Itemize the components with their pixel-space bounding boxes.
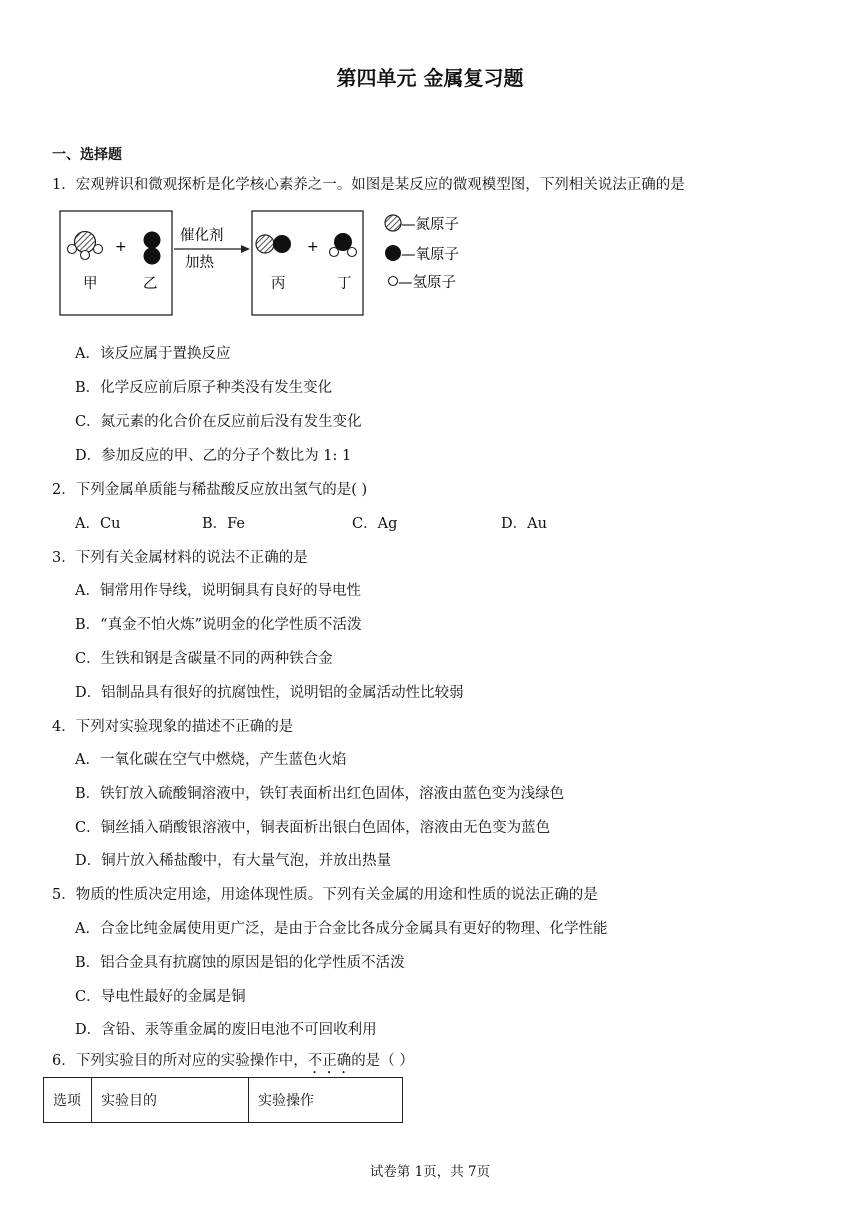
q1-option-a: A．该反应属于置换反应 [75,346,231,362]
plus-sign-2: + [307,239,319,255]
legend-hydrogen: —氢原子 [398,275,456,291]
question-5-stem: 5．物质的性质决定用途，用途体现性质。下列有关金属的用途和性质的说法正确的是 [52,887,598,903]
q1-option-b: B．化学反应前后原子种类没有发生变化 [75,380,333,396]
products-box [252,211,363,315]
legend-nitrogen: —氮原子 [401,217,459,233]
label-jia: 甲 [83,276,98,292]
nitrogen-legend-icon [385,215,401,231]
heat-label: 加热 [185,255,214,271]
table-header-option: 选项 [44,1078,92,1123]
catalyst-label: 催化剂 [180,228,224,244]
q5-option-d: D．含铅、汞等重金属的废旧电池不可回收利用 [75,1022,377,1038]
q4-option-b: B．铁钉放入硫酸铜溶液中，铁钉表面析出红色固体，溶液由蓝色变为浅绿色 [75,786,565,802]
q4-option-c: C．铜丝插入硝酸银溶液中，铜表面析出银白色固体，溶液由无色变为蓝色 [75,820,551,836]
q5-option-a: A．合金比纯金属使用更广泛，是由于合金比各成分金属具有更好的物理、化学性能 [75,921,608,937]
label-bing: 丙 [271,276,286,292]
reaction-diagram [55,207,475,319]
legend [385,215,459,291]
ammonia-molecule [68,232,103,260]
q2-option-c: C．Ag [352,516,398,532]
q2-option-b: B．Fe [202,516,246,532]
q1-option-c: C．氮元素的化合价在反应前后没有发生变化 [75,414,362,430]
q5-option-b: B．铝合金具有抗腐蚀的原因是铝的化学性质不活泼 [75,955,405,971]
q2-option-d: D．Au [501,516,547,532]
question-2-stem: 2．下列金属单质能与稀盐酸反应放出氢气的是( ) [52,482,368,498]
table-header-row [44,1078,403,1123]
label-ding: 丁 [337,276,352,292]
q3-option-a: A．铜常用作导线，说明铜具有良好的导电性 [75,583,361,599]
q6-stem-before: 6．下列实验目的所对应的实验操作中， [52,1053,308,1069]
question-4-stem: 4．下列对实验现象的描述不正确的是 [52,719,294,735]
q1-option-d: D．参加反应的甲、乙的分子个数比为 1: 1 [75,448,352,464]
legend-oxygen: —氧原子 [401,247,459,263]
q6-stem-emphasis: 不正确 [307,1053,352,1069]
plus-sign-1: + [115,239,127,255]
q5-option-c: C．导电性最好的金属是铜 [75,989,246,1005]
q6-stem-after: 的是（ ） [351,1053,414,1069]
table-header-purpose: 实验目的 [92,1078,249,1123]
q3-option-c: C．生铁和钢是含碳量不同的两种铁合金 [75,651,333,667]
hydrogen-legend-icon [389,277,398,286]
label-yi: 乙 [143,276,158,292]
nitric-oxide-molecule [256,235,291,253]
q2-option-a: A．Cu [75,516,121,532]
page-title: 第四单元 金属复习题 [336,66,524,90]
water-molecule [330,233,357,257]
q4-option-d: D．铜片放入稀盐酸中，有大量气泡，并放出热量 [75,853,392,869]
q3-option-d: D．铝制品具有很好的抗腐蚀性，说明铝的金属活动性比较弱 [75,685,464,701]
oxygen-molecule [144,232,161,265]
q6-table [43,1077,403,1123]
question-6-stem [52,1049,414,1077]
section-heading: 一、选择题 [52,147,122,163]
table-header-operation: 实验操作 [249,1078,403,1123]
question-1-stem: 1．宏观辨识和微观探析是化学核心素养之一。如图是某反应的微观模型图，下列相关说法正确的是 [52,177,685,193]
page-footer: 试卷第 1页，共 7页 [369,1164,491,1180]
q3-option-b: B．“真金不怕火炼”说明金的化学性质不活泼 [75,617,362,633]
question-3-stem: 3．下列有关金属材料的说法不正确的是 [52,550,308,566]
q4-option-a: A．一氧化碳在空气中燃烧，产生蓝色火焰 [75,752,347,768]
oxygen-legend-icon [385,245,401,261]
